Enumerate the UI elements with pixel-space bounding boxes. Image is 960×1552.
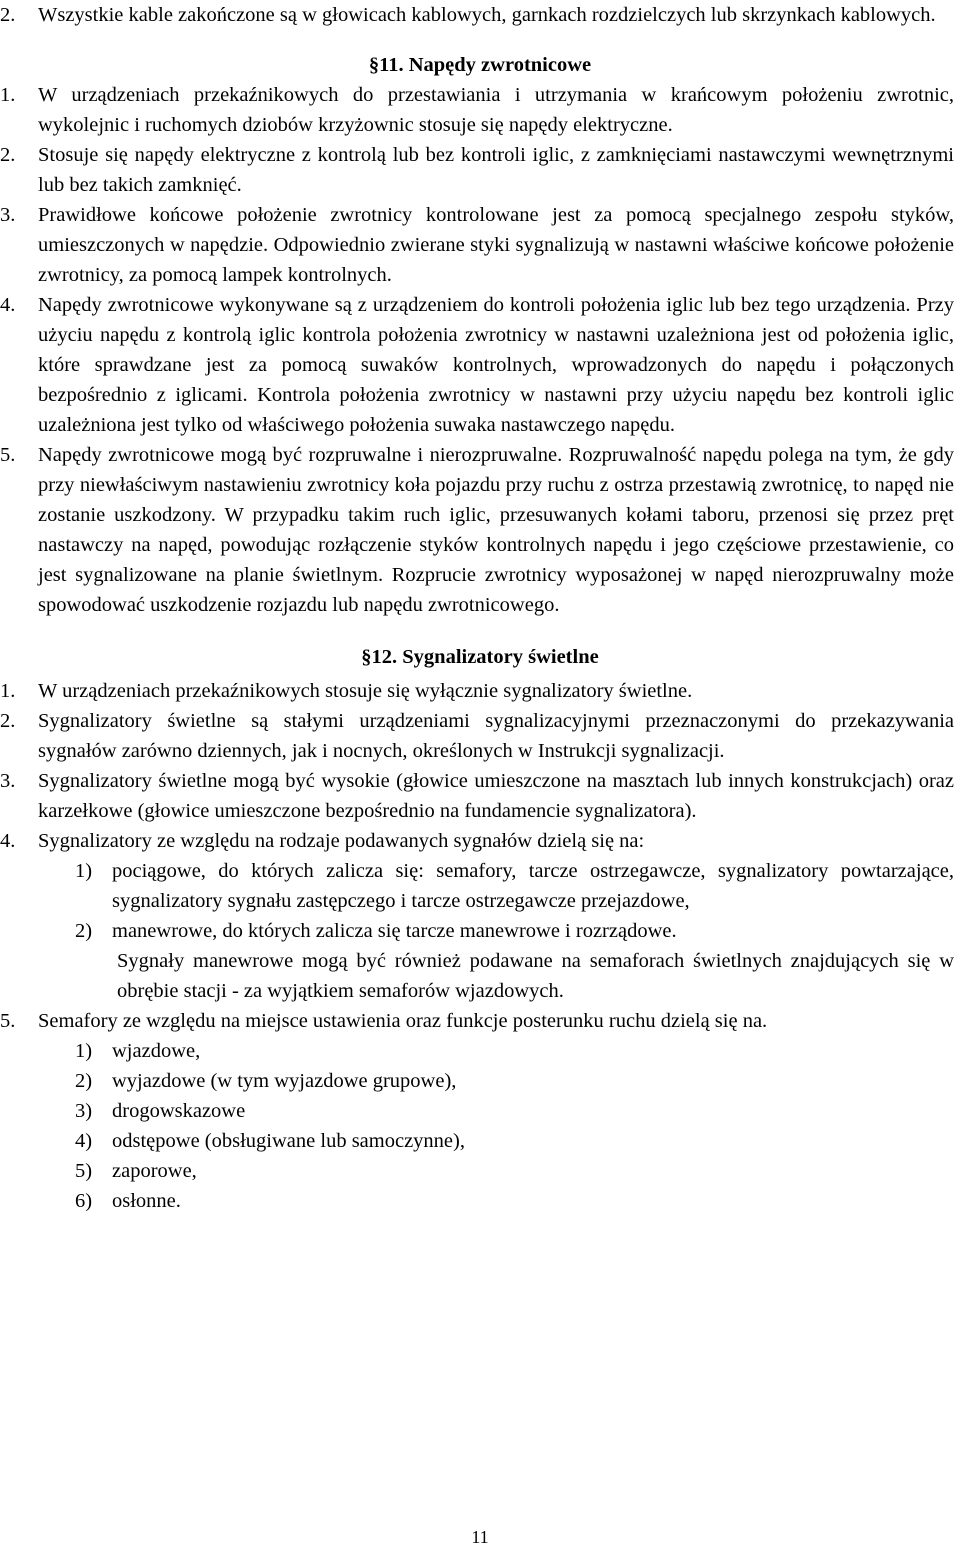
paragraph-12-5 (0, 1006, 960, 1036)
list-item-text: wjazdowe, (112, 1040, 201, 1062)
paragraph-12-2 (0, 706, 960, 766)
paragraph-text: Prawidłowe końcowe położenie zwrotnicy kontrolowane jest za pomocą specjalnego zespołu styków, umieszczonych w napędzie. Odpowiednio zwierane styki sygnalizują w nastawni właściwe końcowe położenie zwrotnicy, za pomocą lampek kontrolnych. (38, 204, 954, 286)
list-item-text: odstępowe (obsługiwane lub samoczynne), (112, 1130, 465, 1152)
paragraph-number: 5. (0, 444, 16, 466)
paragraph-number: 1. (0, 84, 16, 106)
list-item-number: 1) (75, 1040, 93, 1062)
paragraph-12-4 (0, 826, 960, 856)
paragraph-10-2 (0, 0, 960, 30)
paragraph-11-4 (0, 290, 960, 440)
paragraph-text: W urządzeniach przekaźnikowych do przestawiania i utrzymania w krańcowym położeniu zwrotnic, wykolejnic i ruchomych dziobów krzyżownic stosuje się napędy elektryczne. (38, 84, 954, 136)
paragraph-number: 3. (0, 770, 16, 792)
list-item (0, 1066, 960, 1096)
paragraph-number: 1. (0, 680, 16, 702)
list-item-text: manewrowe, do których zalicza się tarcze manewrowe i rozrządowe. (112, 920, 677, 942)
paragraph-11-1 (0, 80, 960, 140)
list-item-number: 5) (75, 1160, 93, 1182)
paragraph-number: 2. (0, 144, 16, 166)
list-item (0, 1186, 960, 1216)
list-item (0, 1096, 960, 1126)
paragraph-11-3 (0, 200, 960, 290)
paragraph-text: Wszystkie kable zakończone są w głowicach kablowych, garnkach rozdzielczych lub skrzynkach kablowych. (38, 4, 936, 26)
list-item-number: 6) (75, 1190, 93, 1212)
list-item-text: pociągowe, do których zalicza się: semafory, tarcze ostrzegawcze, sygnalizatory powtarzające, sygnalizatory sygnału zastępczego i tarcze ostrzegawcze przejazdowe, (112, 860, 954, 912)
list-item-number: 3) (75, 1100, 93, 1122)
paragraph-text: W urządzeniach przekaźnikowych stosuje się wyłącznie sygnalizatory świetlne. (38, 680, 693, 702)
paragraph-12-1 (0, 676, 960, 706)
list-item-number: 2) (75, 920, 93, 942)
page-number: 11 (471, 1527, 489, 1547)
list-item (0, 1126, 960, 1156)
list-item-number: 4) (75, 1130, 93, 1152)
list-item (0, 1156, 960, 1186)
list-item (0, 856, 960, 916)
section-12-heading: §12. Sygnalizatory świetlne (361, 646, 599, 668)
list-item (0, 916, 960, 946)
paragraph-text: Sygnalizatory świetlne są stałymi urządzeniami sygnalizacyjnymi przeznaczonymi do przekazywania sygnałów zarówno dziennych, jak i nocnych, określonych w Instrukcji sygnalizacji. (38, 710, 954, 762)
paragraph-number: 4. (0, 830, 16, 852)
paragraph-text: Sygnalizatory świetlne mogą być wysokie (głowice umieszczone na masztach lub innych konstrukcjach) oraz karzełkowe (głowice umieszczone bezpośrednio na fundamencie sygnalizatora). (38, 770, 954, 822)
list-item-text: drogowskazowe (112, 1100, 246, 1122)
paragraph-number: 3. (0, 204, 16, 226)
paragraph-text: Semafory ze względu na miejsce ustawienia oraz funkcje posterunku ruchu dzielą się na. (38, 1010, 768, 1032)
paragraph-11-2 (0, 140, 960, 200)
paragraph-number: 4. (0, 294, 16, 316)
list-item-number: 1) (75, 860, 93, 882)
paragraph-text: Stosuje się napędy elektryczne z kontrolą lub bez kontroli iglic, z zamknięciami nastawczymi wewnętrznymi lub bez takich zamknięć. (38, 144, 954, 196)
paragraph-number: 2. (0, 4, 16, 26)
paragraph-number: 5. (0, 1010, 16, 1032)
paragraph-12-3 (0, 766, 960, 826)
paragraph-text: Sygnalizatory ze względu na rodzaje podawanych sygnałów dzielą się na: (38, 830, 645, 852)
list-item-text: wyjazdowe (w tym wyjazdowe grupowe), (112, 1070, 457, 1092)
list-item-text: zaporowe, (112, 1160, 197, 1182)
list-item-number: 2) (75, 1070, 93, 1092)
section-11-heading: §11. Napędy zwrotnicowe (368, 54, 592, 76)
list-note: Sygnały manewrowe mogą być również podawane na semaforach świetlnych znajdujących się w obrębie stacji - za wyjątkiem semaforów wjazdowych. (117, 950, 954, 1002)
list-item-text: osłonne. (112, 1190, 181, 1212)
paragraph-text: Napędy zwrotnicowe mogą być rozpruwalne i nierozpruwalne. Rozpruwalność napędu polega na tym, że gdy przy niewłaściwym nastawieniu zwrotnicy koła pojazdu przy ruchu z ostrza przestawią zwrotnicę, to napęd nie zostanie uszkodzony. W przypadku takim ruch iglic, przesuwanych kołami taboru, przenosi się przez pręt nastawczy na napęd, powodując rozłączenie styków kontrolnych napędu i jego częściowe przestawienie, co jest sygnalizowane na planie świetlnym. Rozprucie zwrotnicy wyposażonej w napęd nierozpruwalny może spowodować uszkodzenie rozjazdu lub napędu zwrotnicowego. (38, 444, 954, 616)
list-item (0, 1036, 960, 1066)
paragraph-text: Napędy zwrotnicowe wykonywane są z urządzeniem do kontroli położenia iglic lub bez tego urządzenia. Przy użyciu napędu z kontrolą iglic kontrola położenia zwrotnicy w nastawni uzależniona jest od położenia iglic, które sprawdzane jest za pomocą suwaków kontrolnych, wprowadzonych do napędu i połączonych bezpośrednio z iglicami. Kontrola położenia zwrotnicy w nastawni przy użyciu napędu bez kontroli iglic uzależniona jest tylko od właściwego położenia suwaka nastawczego napędu. (38, 294, 954, 436)
paragraph-11-5 (0, 440, 960, 620)
paragraph-number: 2. (0, 710, 16, 732)
